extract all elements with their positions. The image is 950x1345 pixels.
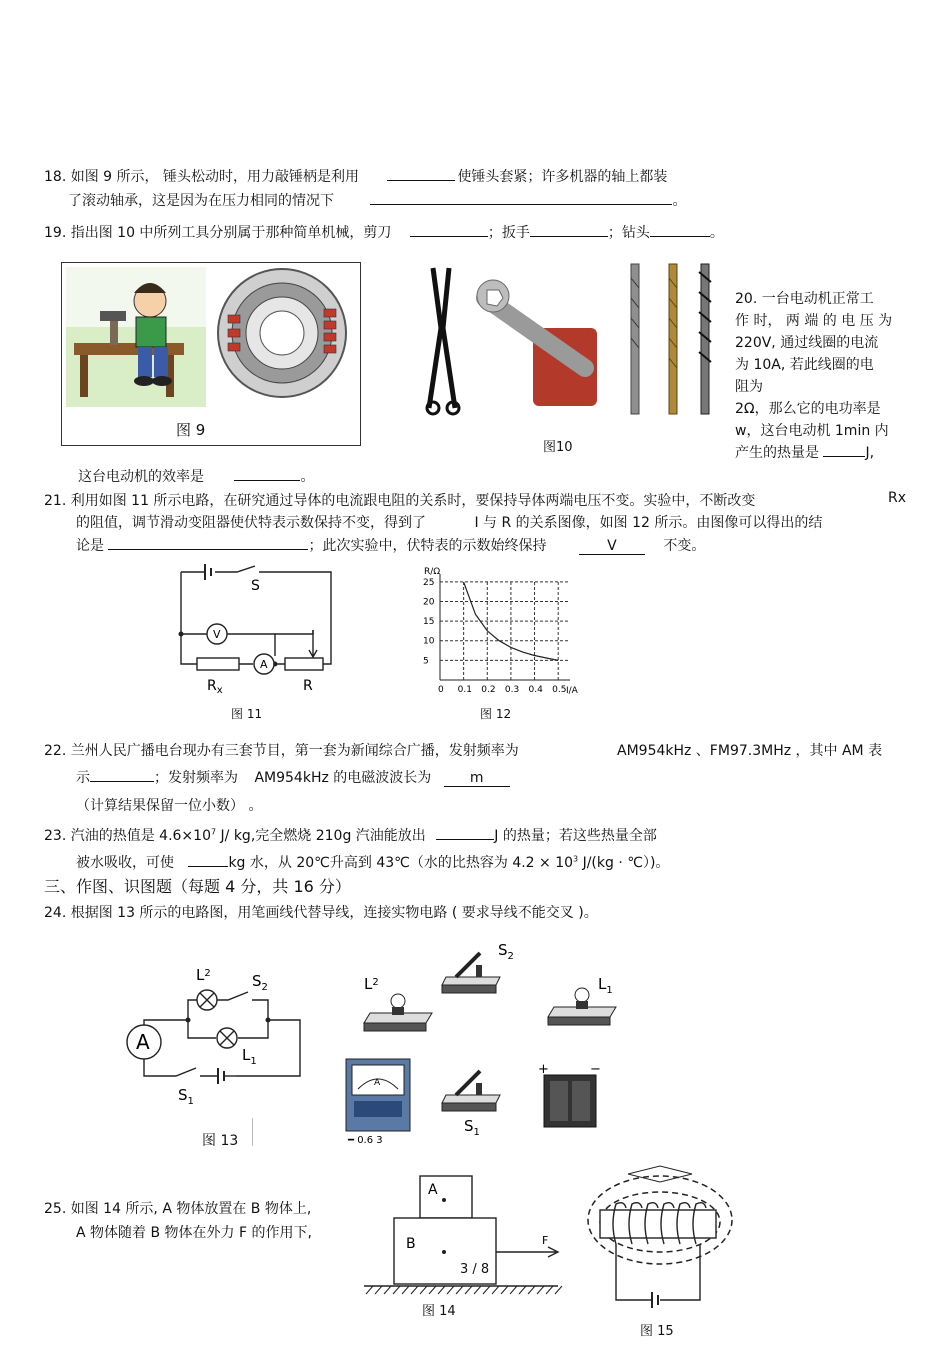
figure-13-caption: 图 13 <box>202 1133 239 1149</box>
q18-end: 。 <box>672 193 687 209</box>
q20-line-7: w，这台电动机 1min 内 <box>735 423 889 439</box>
fig9-hammer-head <box>100 311 126 321</box>
hatch-mark <box>483 1286 490 1294</box>
q22-line2: 示 ；发射频率为 AM954kHz 的电磁波波长为 m <box>76 767 510 787</box>
real-battery <box>544 1075 596 1127</box>
lamp-l2-symbol <box>197 990 217 1010</box>
figure-13-diagram <box>120 960 320 1120</box>
figure-11 <box>175 560 340 725</box>
real-lamp-l2 <box>364 994 432 1031</box>
q21-line2: 的阻值，调节滑动变阻器使伏特表示数保持不变，得到了 I 与 R 的关系图像，如图 12 所示。由图像可以得出的结 <box>76 515 823 531</box>
force-label: F <box>542 1234 549 1247</box>
q19-blank-scissors[interactable] <box>410 222 488 237</box>
junction-dot-2 <box>266 1018 271 1023</box>
q20-blank-efficiency[interactable] <box>234 466 300 481</box>
ammeter-label: A <box>260 658 268 671</box>
force-arrow <box>496 1247 558 1257</box>
q20-line-2: 作 时， 两 端 的 电 压 为 <box>735 313 893 329</box>
figure-12-graph <box>420 560 600 700</box>
q22-line1: 22. 兰州人民广播电台现办有三套节目，第一套为新闻综合广播，发射频率为 <box>44 743 519 759</box>
section-3-heading: 三、作图、识图题（每题 4 分，共 16 分） <box>44 877 351 896</box>
figure-11-circuit <box>175 560 340 700</box>
y-tick-label: 5 <box>423 656 429 667</box>
real-ammeter-scale: ━ 0.6 3 <box>348 1135 383 1146</box>
q18-text-a: 18. 如图 9 所示， 锤头松动时，用力敲锤柄是利用 <box>44 169 359 185</box>
scissors-image <box>427 268 459 414</box>
fig9-bearing <box>218 269 346 397</box>
hatch-mark <box>447 1286 454 1294</box>
q25-line2: A 物体随着 B 物体在外力 F 的作用下, <box>76 1225 312 1241</box>
figure-15-drawing <box>580 1160 740 1320</box>
hatch-mark <box>393 1286 400 1294</box>
real-switch-s1 <box>442 1071 500 1111</box>
q25-line1: 25. 如图 14 所示, A 物体放置在 B 物体上, <box>44 1201 312 1217</box>
s1-label: $S_1$ <box>178 1086 194 1107</box>
y-tick-label: 25 <box>423 577 435 588</box>
figure-15 <box>580 1160 740 1340</box>
block-a-center <box>442 1198 446 1202</box>
hatch-mark <box>519 1286 526 1294</box>
l2-label: $L^2$ <box>196 966 211 984</box>
q22-line3: （计算结果保留一位小数） 。 <box>76 798 263 814</box>
real-s1-label: $S_1$ <box>464 1117 480 1138</box>
hatch-mark <box>375 1286 382 1294</box>
q19-text-a: 19. 指出图 10 中所列工具分别属于那种简单机械，剪刀 <box>44 225 392 241</box>
real-components-drawing <box>340 935 640 1150</box>
x-tick-label: 0.1 <box>457 685 472 695</box>
fig9-boy-leg <box>138 347 152 377</box>
q21-line1-rx: Rx <box>888 490 907 506</box>
real-ammeter-label: A <box>374 1078 381 1088</box>
q18-line2 <box>68 190 686 210</box>
q21-blank-voltage[interactable]: V <box>579 538 645 555</box>
ground-hatch <box>366 1286 562 1294</box>
q20-line-5: 阻为 <box>735 379 763 395</box>
q21-blank-conclusion[interactable] <box>108 535 308 550</box>
figure-14-drawing <box>360 1172 570 1302</box>
block-a-label: A <box>428 1182 438 1198</box>
junction-dot <box>179 632 184 637</box>
q20-block <box>735 288 910 464</box>
wrench-image <box>477 280 597 406</box>
q20-line-8: 产生的热量是 J, <box>735 442 910 464</box>
block-b-center <box>442 1250 446 1254</box>
q19-blank-drill[interactable] <box>650 222 710 237</box>
real-l2-label: $L^2$ <box>364 975 379 993</box>
q23-blank-heat[interactable] <box>436 825 494 840</box>
junction-dot <box>186 1018 191 1023</box>
q23-line1: 23. 汽油的热值是 $4.6\times 10^7$ J/ kg,完全燃烧 210g 汽油能放出 J 的热量；若这些热量全部 <box>44 825 657 845</box>
hatch-mark <box>537 1286 544 1294</box>
x-axis-label: I/A <box>566 686 578 696</box>
hatch-mark <box>438 1286 445 1294</box>
q20-unit: J, <box>865 445 875 461</box>
solenoid-core <box>600 1210 716 1238</box>
divider <box>252 1118 253 1146</box>
q20-tail: 这台电动机的效率是 。 <box>78 466 314 486</box>
voltmeter-label: V <box>213 628 221 641</box>
real-components <box>340 935 640 1150</box>
hatch-mark <box>420 1286 427 1294</box>
fig9-boy-shirt <box>136 317 166 347</box>
q23-line2: 被水吸收，可使 kg 水，从 20℃升高到 43℃（水的比热容为 $4.2 \times 10^3$ J/(kg · ℃）)。 <box>76 852 669 872</box>
y-tick-label: 10 <box>423 636 435 647</box>
hatch-mark <box>528 1286 535 1294</box>
q18-blank2[interactable] <box>370 190 672 205</box>
figure-9-caption: 图 9 <box>176 421 206 439</box>
q20-line-1: 20. 一台电动机正常工 <box>735 291 874 307</box>
hatch-mark <box>366 1286 373 1294</box>
figure-10-caption: 图10 <box>543 440 573 455</box>
q19-line <box>44 222 724 242</box>
q22-line1-b: AM954kHz 、FM97.3MHz ，其中 AM 表 <box>617 743 883 759</box>
x-tick-label: 0.3 <box>504 685 520 695</box>
figure-11-caption: 图 11 <box>231 707 263 721</box>
q20-line-4: 为 10A, 若此线圈的电 <box>735 357 874 373</box>
hatch-mark <box>429 1286 436 1294</box>
y-tick-label: 20 <box>423 597 435 608</box>
q24-text: 24. 根据图 13 所示的电路图，用笔画线代替导线，连接实物电路 ( 要求导线不能交叉 )。 <box>44 905 598 921</box>
q23-blank-mass[interactable] <box>188 852 228 867</box>
q20-line-3: 220V, 通过线圈的电流 <box>735 335 879 351</box>
y-axis-label: R/Ω <box>424 567 441 577</box>
ammeter-label: A <box>136 1030 150 1054</box>
fig9-bench-leg <box>80 355 88 397</box>
q19-text-d: 。 <box>709 225 724 241</box>
hatch-mark <box>402 1286 409 1294</box>
q18-line1 <box>44 166 667 186</box>
fig9-hammer-handle <box>110 319 118 345</box>
hatch-mark <box>474 1286 481 1294</box>
figure-14 <box>360 1172 570 1322</box>
block-b-label: B <box>406 1236 416 1252</box>
hatch-mark <box>510 1286 517 1294</box>
q19-text-c: ；钻头 <box>607 225 650 241</box>
x-tick-label: 0.4 <box>528 685 543 695</box>
hatch-mark <box>555 1286 562 1294</box>
hatch-mark <box>411 1286 418 1294</box>
l1-label: $L_1$ <box>242 1046 257 1067</box>
x-tick-label: 0 <box>438 685 444 695</box>
figure-14-caption: 图 14 <box>422 1304 456 1319</box>
fig9-shoe <box>134 376 154 386</box>
s2-label: $S_2$ <box>252 972 268 993</box>
compass-needle <box>628 1166 692 1182</box>
x-tick-label: 0.2 <box>481 685 496 695</box>
fig9-shoe2 <box>152 376 172 386</box>
q19-text-b: ；扳手 <box>487 225 530 241</box>
figure-12 <box>420 560 600 725</box>
figure-15-caption: 图 15 <box>640 1324 674 1339</box>
lamp-l1-symbol <box>217 1028 237 1048</box>
figure-10 <box>415 258 725 458</box>
hatch-mark <box>546 1286 553 1294</box>
hatch-mark <box>492 1286 499 1294</box>
q18-blank1[interactable] <box>387 166 455 181</box>
q22-blank-wavelength[interactable]: m <box>444 770 510 787</box>
hatch-mark <box>465 1286 472 1294</box>
figure-10-drawing <box>415 258 725 438</box>
figure-12-caption: 图 12 <box>480 707 512 721</box>
battery-plus: + <box>538 1062 549 1077</box>
hatch-mark <box>501 1286 508 1294</box>
q20-blank-heat[interactable] <box>823 442 865 457</box>
q21-line3: 论是 ；此次实验中，伏特表的示数始终保持 V 不变。 <box>76 535 705 555</box>
q20-line-6: 2Ω，那么它的电功率是 <box>735 401 881 417</box>
q22-blank-am[interactable] <box>90 767 154 782</box>
q19-blank-wrench[interactable] <box>530 222 608 237</box>
page-number: 3 / 8 <box>460 1262 490 1277</box>
real-l1-label: $L_1$ <box>598 975 613 996</box>
real-s2-label: $S_2$ <box>498 941 514 962</box>
grid <box>440 582 570 680</box>
switch-label: S <box>251 578 260 594</box>
x-tick-label: 0.5 <box>552 685 567 695</box>
figure-9-drawing <box>62 263 360 445</box>
rx-label: $R_x$ <box>207 678 223 696</box>
hatch-mark <box>456 1286 463 1294</box>
y-tick-label: 15 <box>423 617 435 628</box>
q18-text-b: 使锤头套紧；许多机器的轴上都装 <box>457 169 668 185</box>
drill-bits-image <box>631 264 711 414</box>
q21-line1: 21. 利用如图 11 所示电路，在研究通过导体的电流跟电阻的关系时，要保持导体两端电压不变。实验中，不断改变 <box>44 493 756 509</box>
figure-13 <box>120 960 320 1150</box>
fig9-boy-leg2 <box>154 347 168 377</box>
real-switch-s2 <box>442 953 500 993</box>
q18-text-c: 了滚动轴承，这是因为在压力相同的情况下 <box>68 193 334 209</box>
battery-symbol <box>652 1292 658 1308</box>
battery-minus: − <box>590 1062 601 1077</box>
figure-9 <box>61 262 361 446</box>
real-ammeter <box>346 1059 410 1131</box>
hatch-mark <box>384 1286 391 1294</box>
rheostat-label: R <box>303 678 313 694</box>
